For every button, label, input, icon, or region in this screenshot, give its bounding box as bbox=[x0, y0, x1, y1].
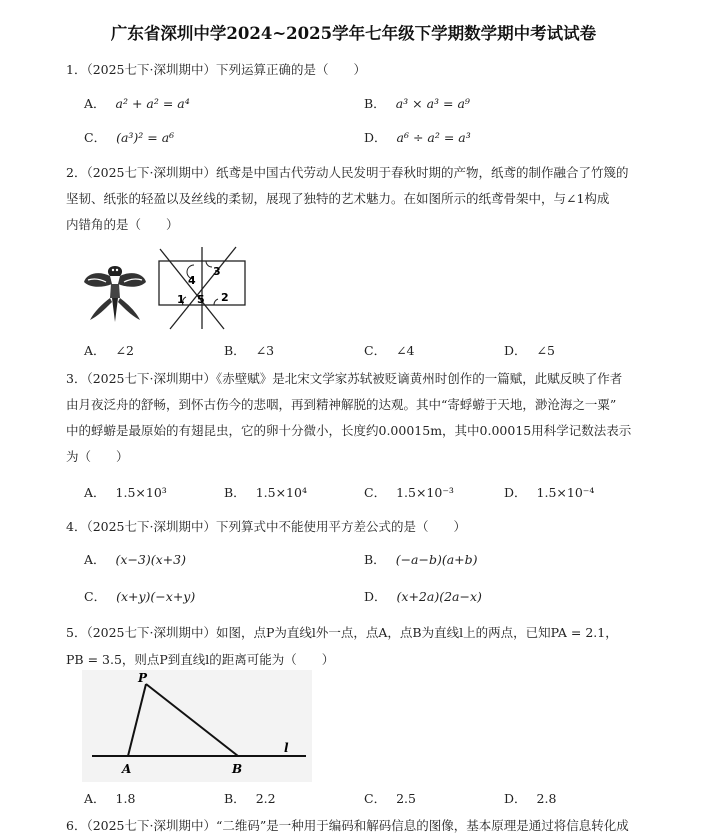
q5-option-a-key: A． bbox=[84, 791, 106, 806]
q4-option-a-text: (x−3)(x+3) bbox=[115, 552, 186, 567]
q1-option-d bbox=[364, 128, 471, 146]
q3-option-c-text: 1.5×10⁻³ bbox=[396, 485, 454, 500]
q1-option-d-text: a⁶ ÷ a² = a³ bbox=[396, 130, 471, 145]
q5-option-c bbox=[364, 789, 416, 807]
q1-option-a-key: A． bbox=[84, 96, 106, 111]
q4-option-b bbox=[364, 550, 478, 568]
q1-option-a-text: a² + a² = a⁴ bbox=[115, 96, 190, 111]
q5-option-c-text: 2.5 bbox=[396, 791, 416, 806]
q5-fig-label-a: A bbox=[122, 762, 132, 776]
q1-option-a bbox=[84, 94, 190, 112]
q5-option-d-text: 2.8 bbox=[536, 791, 557, 806]
q1-option-c-text: (a³)² = a⁶ bbox=[116, 130, 175, 145]
q2-option-d-text: ∠5 bbox=[536, 343, 555, 358]
q4-option-d bbox=[364, 587, 482, 605]
q3-option-b-key: B． bbox=[224, 485, 246, 500]
q2-option-a-key: A． bbox=[84, 343, 106, 358]
q3-option-c bbox=[364, 483, 454, 501]
q3-option-a-key: A． bbox=[84, 485, 106, 500]
q4-option-d-text: (x+2a)(2a−x) bbox=[396, 589, 482, 604]
q3-option-d bbox=[504, 483, 594, 501]
q1-option-d-key: D． bbox=[364, 130, 387, 145]
q3-option-d-text: 1.5×10⁻⁴ bbox=[536, 485, 595, 500]
kite-image bbox=[80, 258, 150, 326]
q2-stem-line-2: 坚韧、纸张的轻盈以及丝线的柔韧，展现了独特的艺术魅力。在如图所示的纸鸢骨架中，与∠1构成 bbox=[66, 191, 610, 206]
q1-option-b bbox=[364, 94, 470, 112]
q5-stem-line-2: PB = 3.5，则点P到直线l的距离可能为（ ） bbox=[66, 652, 335, 667]
q2-option-c-key: C． bbox=[364, 343, 387, 358]
q5-option-b-text: 2.2 bbox=[255, 791, 276, 806]
q2-option-a bbox=[84, 341, 134, 359]
q5-fig-label-p: P bbox=[138, 671, 148, 685]
q4-option-b-key: B． bbox=[364, 552, 386, 567]
q2-option-d bbox=[504, 341, 555, 359]
q3-option-b bbox=[224, 483, 307, 501]
q2-option-c bbox=[364, 341, 415, 359]
q5-option-b-key: B． bbox=[224, 791, 246, 806]
q3-stem-line-4: 为（ ） bbox=[66, 449, 129, 464]
q3-option-d-key: D． bbox=[504, 485, 527, 500]
q4-option-a bbox=[84, 550, 186, 568]
q5-option-a bbox=[84, 789, 135, 807]
q1-option-b-key: B． bbox=[364, 96, 386, 111]
q2-fig-label-4: 4 bbox=[188, 274, 196, 287]
q4-option-c bbox=[84, 587, 195, 605]
q5-stem-line-1: 5．（2025七下·深圳期中）如图，点P为直线l外一点，点A，点B为直线l上的两点，已知PA = 2.1， bbox=[66, 625, 618, 640]
q2-stem-line-1: 2．（2025七下·深圳期中）纸鸢是中国古代劳动人民发明于春秋时期的产物，纸鸢的制作融合了竹篾的 bbox=[66, 165, 629, 180]
q2-option-b-key: B． bbox=[224, 343, 246, 358]
q3-option-a-text: 1.5×10³ bbox=[115, 485, 167, 500]
q4-option-a-key: A． bbox=[84, 552, 106, 567]
q2-option-d-key: D． bbox=[504, 343, 527, 358]
q1-option-c-key: C． bbox=[84, 130, 107, 145]
q2-fig-label-5: 5 bbox=[197, 293, 205, 306]
q4-option-b-text: (−a−b)(a+b) bbox=[395, 552, 478, 567]
q5-option-d bbox=[504, 789, 556, 807]
q5-option-d-key: D． bbox=[504, 791, 527, 806]
q4-stem: 4．（2025七下·深圳期中）下列算式中不能使用平方差公式的是（ ） bbox=[66, 519, 466, 534]
kite-skeleton-figure bbox=[150, 245, 250, 331]
q4-option-c-key: C． bbox=[84, 589, 107, 604]
q2-fig-label-2: 2 bbox=[221, 291, 229, 304]
triangle-figure bbox=[82, 670, 312, 782]
q5-option-b bbox=[224, 789, 276, 807]
q5-option-c-key: C． bbox=[364, 791, 387, 806]
q2-option-b bbox=[224, 341, 274, 359]
q3-option-c-key: C． bbox=[364, 485, 387, 500]
q3-option-b-text: 1.5×10⁴ bbox=[255, 485, 307, 500]
q5-fig-label-b: B bbox=[232, 762, 243, 776]
q3-stem-line-2: 由月夜泛舟的舒畅，到怀古伤今的悲咽，再到精神解脱的达观。其中“寄蜉蝣于天地，渺沧海之一粟” bbox=[66, 397, 617, 412]
q1-option-b-text: a³ × a³ = a⁹ bbox=[395, 96, 470, 111]
q3-stem-line-3: 中的蜉蝣是最原始的有翅昆虫，它的卵十分微小，长度约0.00015m，其中0.00015用科学记数法表示 bbox=[66, 423, 632, 438]
q2-option-a-text: ∠2 bbox=[115, 343, 134, 358]
page-title: 广东省深圳中学2024~2025学年七年级下学期数学期中考试试卷 bbox=[110, 24, 597, 43]
q3-stem-line-1: 3．（2025七下·深圳期中）《赤壁赋》是北宋文学家苏轼被贬谪黄州时创作的一篇赋，此赋反映了作者 bbox=[66, 371, 623, 386]
q1-stem: 1．（2025七下·深圳期中）下列运算正确的是（ ） bbox=[66, 62, 366, 77]
q3-option-a bbox=[84, 483, 167, 501]
q2-fig-label-1: 1 bbox=[177, 293, 185, 306]
q2-stem-line-3: 内错角的是（ ） bbox=[66, 217, 179, 232]
q2-option-c-text: ∠4 bbox=[396, 343, 415, 358]
q5-fig-label-l: l bbox=[284, 741, 289, 755]
q2-option-b-text: ∠3 bbox=[255, 343, 275, 358]
q1-option-c bbox=[84, 128, 174, 146]
q4-option-d-key: D． bbox=[364, 589, 387, 604]
q2-fig-label-3: 3 bbox=[213, 265, 221, 278]
q4-option-c-text: (x+y)(−x+y) bbox=[116, 589, 196, 604]
q6-stem-line-1: 6．（2025七下·深圳期中）“二维码”是一种用于编码和解码信息的图像，基本原理是通过将信息转化成 bbox=[66, 818, 629, 833]
q5-option-a-text: 1.8 bbox=[115, 791, 136, 806]
